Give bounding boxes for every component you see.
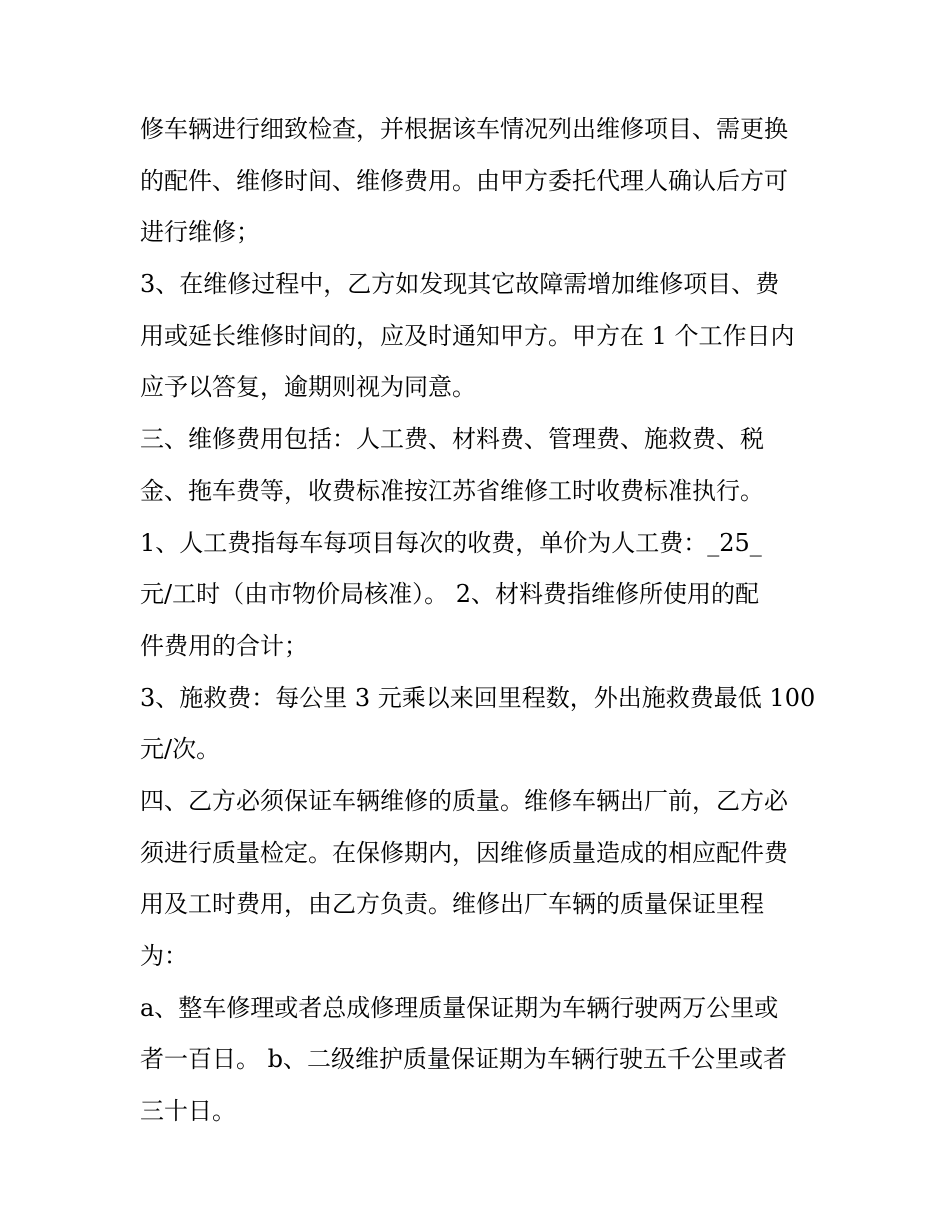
text-line: 3、施救费：每公里 3 元乘以来回里程数，外出施救费最低 100 (140, 683, 816, 712)
text-line: 用或延长维修时间的，应及时通知甲方。甲方在 1 个工作日内 (140, 321, 795, 350)
text-line: 应予以答复，逾期则视为同意。 (140, 373, 476, 402)
text-line: 须进行质量检定。在保修期内，因维修质量造成的相应配件费 (140, 838, 788, 867)
text-line: 进行维修； (140, 218, 260, 247)
text-line: 元/工时（由市物价局核准）。 2、材料费指维修所使用的配 (140, 580, 759, 609)
text-line: 的配件、维修时间、维修费用。由甲方委托代理人确认后方可 (140, 166, 788, 195)
text-line: 修车辆进行细致检查，并根据该车情况列出维修项目、需更换 (140, 115, 788, 143)
text-line: 3、在维修过程中，乙方如发现其它故障需增加维修项目、费 (140, 270, 780, 299)
text-line: 四、乙方必须保证车辆维修的质量。维修车辆出厂前，乙方必 (140, 786, 788, 815)
text-line: 件费用的合计； (140, 631, 308, 660)
text-line: 用及工时费用，由乙方负责。维修出厂车辆的质量保证里程 (140, 890, 764, 919)
text-line: 三、维修费用包括：人工费、材料费、管理费、施救费、税 (140, 425, 764, 454)
text-line: a、整车修理或者总成修理质量保证期为车辆行驶两万公里或 (140, 993, 779, 1022)
text-line: 元/次。 (140, 735, 221, 764)
text-line: 为： (140, 942, 188, 970)
contract-text (140, 104, 820, 1138)
text-line: 三十日。 (140, 1097, 236, 1126)
text-line: 金、拖车费等，收费标准按江苏省维修工时收费标准执行。 (140, 476, 764, 505)
text-line: 者一百日。 b、二级维护质量保证期为车辆行驶五千公里或者 (140, 1045, 787, 1074)
text-line: 1、人工费指每车每项目每次的收费，单价为人工费：_25_ (140, 528, 762, 557)
